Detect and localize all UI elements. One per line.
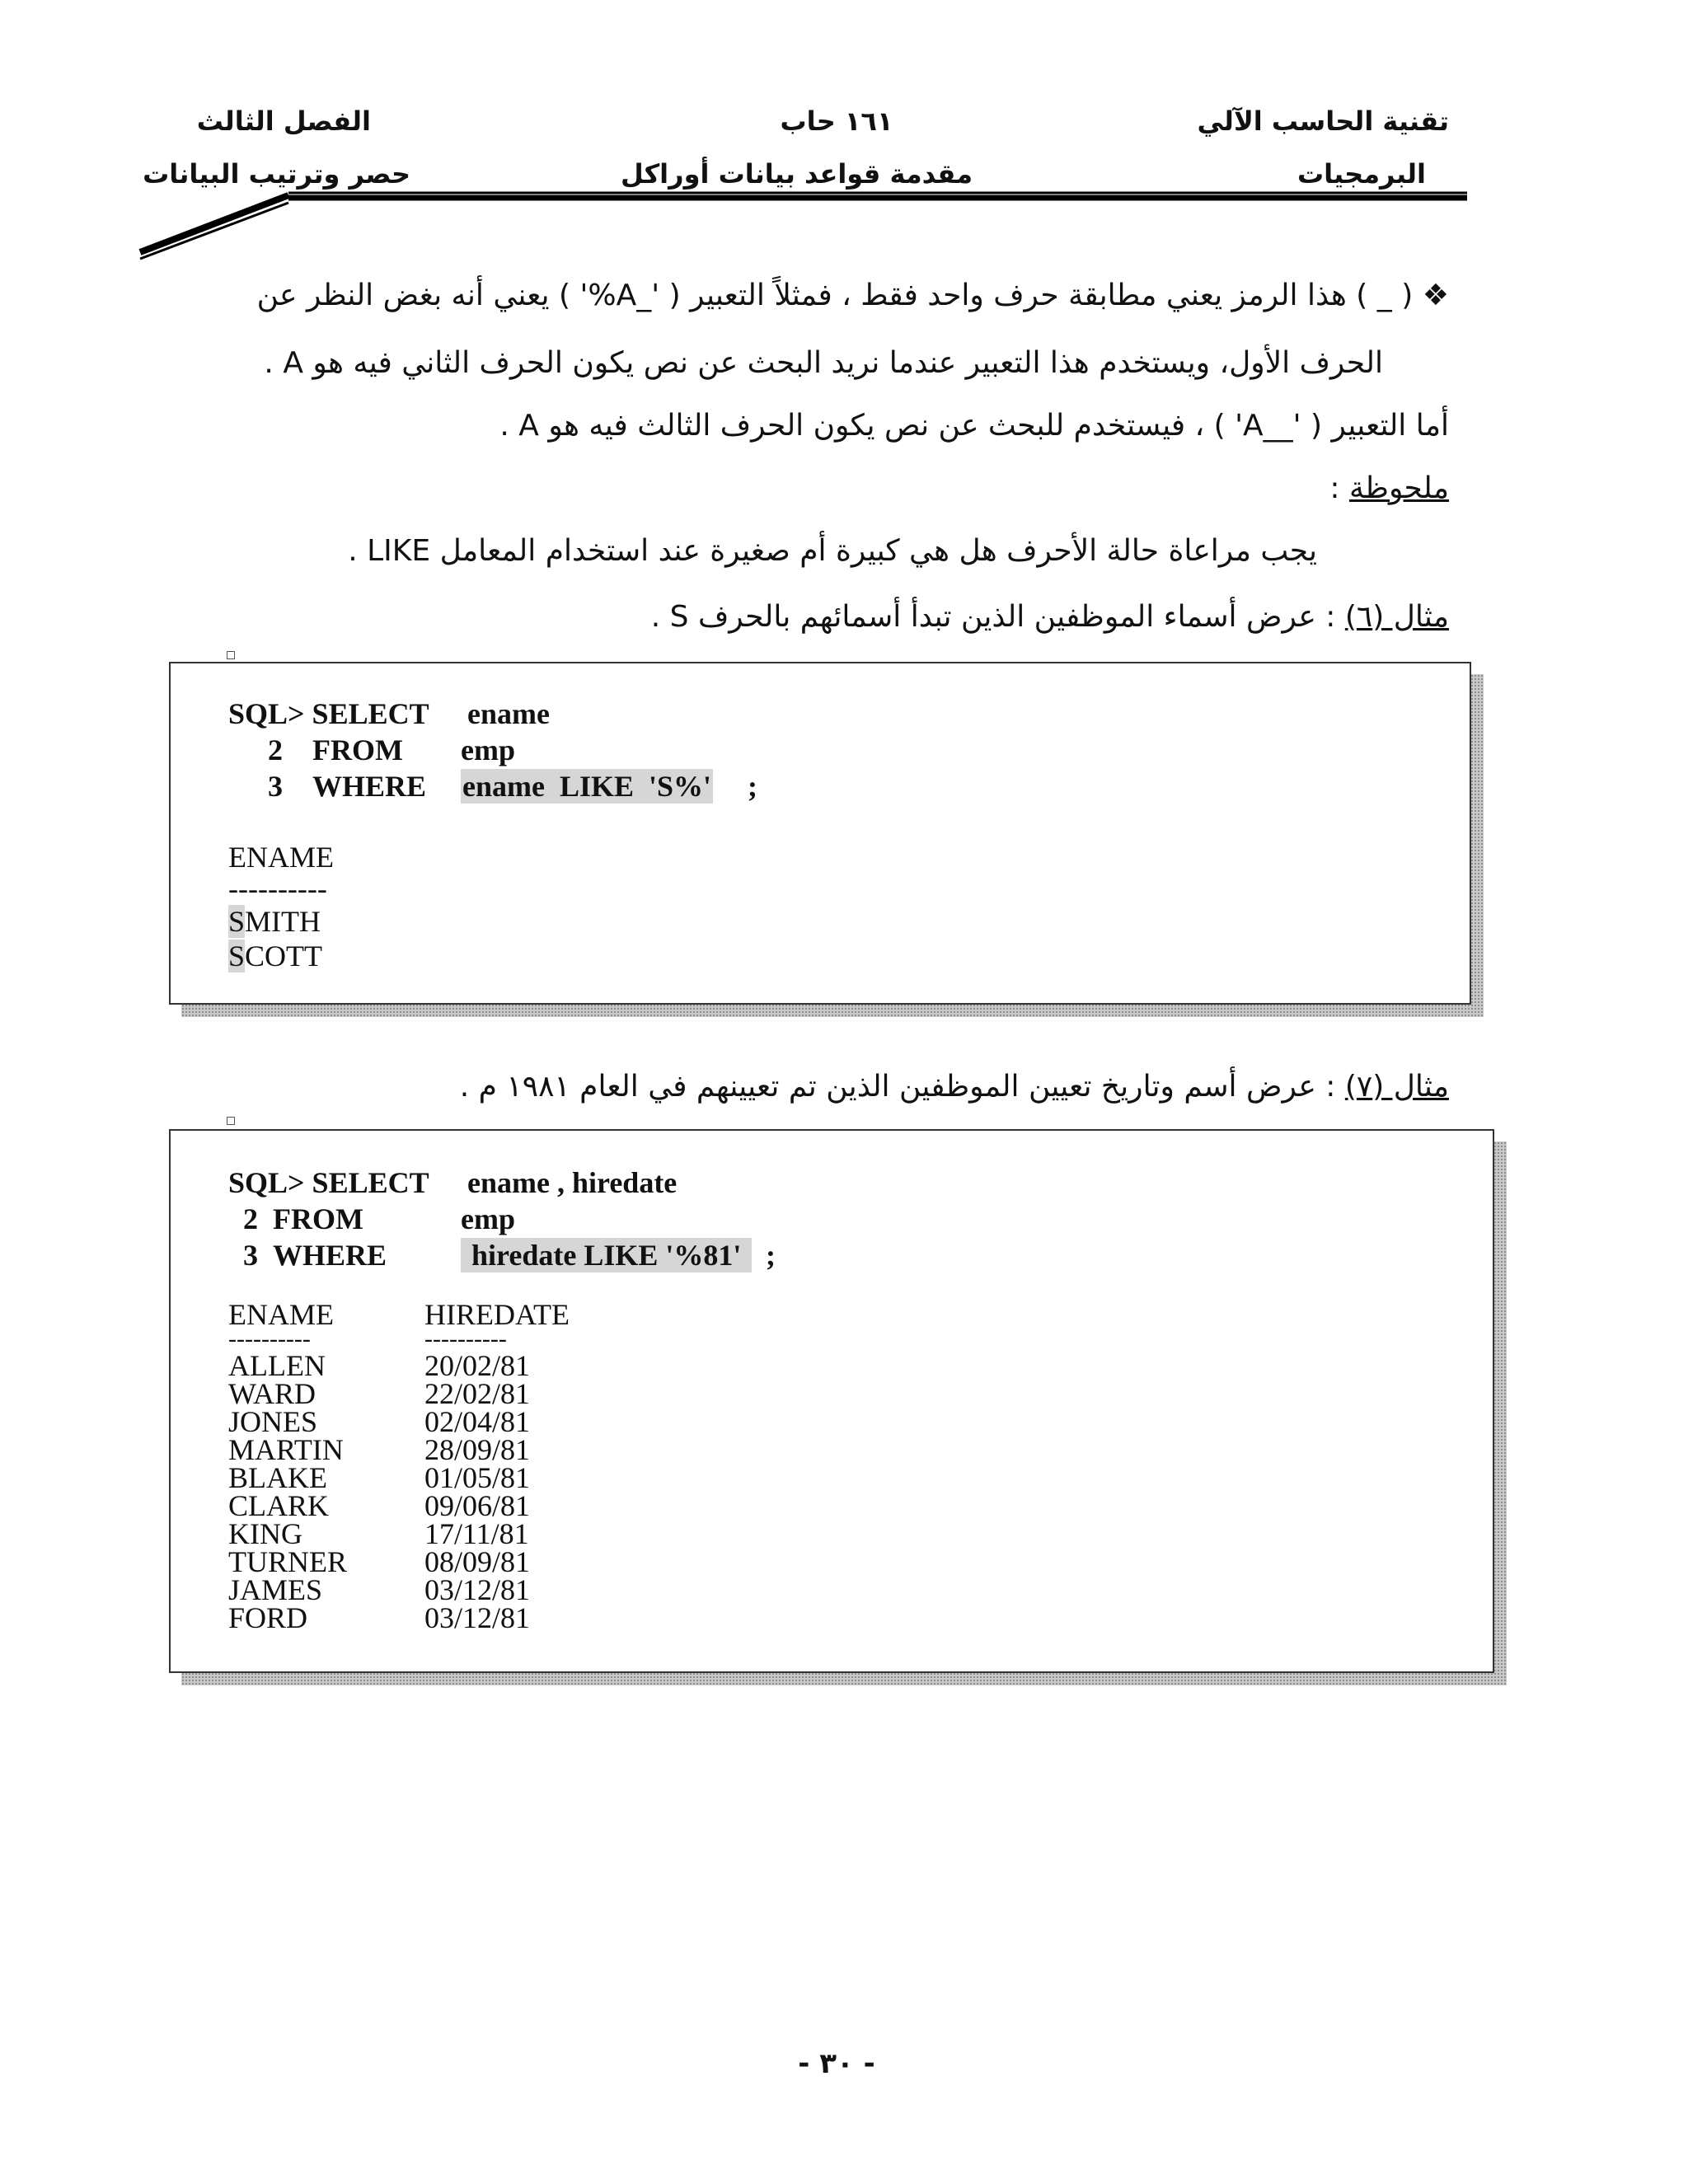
ex7-line3-end: ; xyxy=(766,1239,776,1272)
ex6-row1-rest: MITH xyxy=(245,905,321,938)
ex7-line2-val: emp xyxy=(461,1202,515,1235)
example7-description: : عرض أسم وتاريخ تعيين الموظفين الذين تم تعيينهم في العام ١٩٨١ م . xyxy=(459,1070,1345,1104)
ex7-sql-prompt: SQL> SELECT xyxy=(228,1166,429,1199)
ex6-select-col: ename xyxy=(467,697,550,730)
table-row xyxy=(228,1461,531,1494)
row-ename: TURNER xyxy=(228,1545,347,1578)
paragraph-line-3: أما التعبير ( '__A' ) ، فيستخدم للبحث عن نص يكون الحرف الثالث فيه هو A . xyxy=(499,409,1449,443)
header-right-top: تقنية الحاسب الآلي xyxy=(1197,105,1449,137)
row-hiredate: 17/11/81 xyxy=(424,1517,529,1550)
example7-heading xyxy=(460,1070,1449,1104)
row-hiredate: 09/06/81 xyxy=(424,1489,531,1522)
table-row xyxy=(228,939,322,973)
row-hiredate: 08/09/81 xyxy=(424,1545,531,1578)
bullet-square-2 xyxy=(227,1117,235,1125)
ex6-row2-rest: COTT xyxy=(245,940,323,972)
header-center-top: ١٦١ حاب xyxy=(780,105,893,137)
row-hiredate: 03/12/81 xyxy=(424,1573,531,1606)
ex6-line3-num: 3 xyxy=(268,770,283,803)
header-center-bottom: مقدمة قواعد بيانات أوراكل xyxy=(621,158,973,190)
table-row xyxy=(228,1545,531,1578)
example7-label: مثال (٧) xyxy=(1344,1070,1449,1104)
ex6-row2-first: S xyxy=(228,940,246,972)
row-hiredate: 03/12/81 xyxy=(424,1601,531,1634)
note-colon: : xyxy=(1329,471,1349,505)
row-ename: FORD xyxy=(228,1601,308,1634)
row-ename: JONES xyxy=(228,1405,318,1438)
ex7-col1-header: ENAME xyxy=(228,1298,334,1331)
row-hiredate: 22/02/81 xyxy=(424,1377,531,1410)
ex6-line3-kw: WHERE xyxy=(312,770,427,803)
table-row xyxy=(228,1489,531,1522)
ex6-row1-first: S xyxy=(228,905,246,938)
ex6-line2-num: 2 xyxy=(268,733,283,766)
ex7-line2-num: 2 xyxy=(243,1202,258,1235)
row-hiredate: 01/05/81 xyxy=(424,1461,531,1494)
table-row xyxy=(228,1601,531,1634)
ex6-col-header: ENAME xyxy=(228,841,334,874)
table-row xyxy=(228,1349,531,1382)
header-left-top: الفصل الثالث xyxy=(196,105,371,137)
table-row xyxy=(228,1377,531,1410)
ex7-select-cols: ename , hiredate xyxy=(467,1166,678,1199)
ex6-line3-end: ; xyxy=(748,770,757,803)
row-ename: BLAKE xyxy=(228,1461,327,1494)
table-row xyxy=(228,1573,531,1606)
table-row xyxy=(228,1433,531,1466)
row-hiredate: 20/02/81 xyxy=(424,1349,531,1382)
paragraph-line-1: ❖ ( _ ) هذا الرمز يعني مطابقة حرف واحد فقط ، فمثلاً التعبير ( '_A%' ) يعني أنه بغض النظر عن xyxy=(256,279,1449,312)
ex7-dashes1: ---------- xyxy=(228,1325,311,1352)
ex7-col2-header: HIREDATE xyxy=(424,1298,570,1331)
note-label: ملحوظة xyxy=(1349,471,1449,505)
table-row xyxy=(228,904,321,939)
ex6-line2-kw: FROM xyxy=(312,733,403,766)
row-ename: ALLEN xyxy=(228,1349,326,1382)
header-left-bottom: حصر وترتيب البيانات xyxy=(143,158,410,190)
row-ename: JAMES xyxy=(228,1573,323,1606)
row-ename: MARTIN xyxy=(228,1433,344,1466)
row-hiredate: 28/09/81 xyxy=(424,1433,531,1466)
header-right-bottom: البرمجيات xyxy=(1296,158,1426,190)
example6-code-box xyxy=(169,662,1471,1005)
ex7-line2-kw: FROM xyxy=(273,1202,363,1235)
example7-code-box xyxy=(169,1129,1494,1673)
ex7-dashes2: ---------- xyxy=(424,1325,507,1352)
example6-heading xyxy=(651,600,1449,634)
row-ename: WARD xyxy=(228,1377,316,1410)
row-ename: KING xyxy=(228,1517,302,1550)
note-text: يجب مراعاة حالة الأحرف هل هي كبيرة أم صغيرة عند استخدام المعامل LIKE . xyxy=(348,534,1317,568)
ex7-line3-num: 3 xyxy=(243,1239,258,1272)
ex6-line2-val: emp xyxy=(461,733,515,766)
ex6-dashes: ---------- xyxy=(228,872,327,905)
ex6-where-condition: ename LIKE 'S%' xyxy=(462,770,712,803)
example6-description: : عرض أسماء الموظفين الذين تبدأ أسمائهم بالحرف S . xyxy=(650,600,1345,634)
ex7-line3-kw: WHERE xyxy=(273,1239,387,1272)
ex7-where-condition: hiredate LIKE '%81' xyxy=(461,1238,752,1272)
row-hiredate: 02/04/81 xyxy=(424,1405,531,1438)
table-row xyxy=(228,1405,531,1438)
note-heading xyxy=(1329,471,1449,505)
page-number: - ٣٠ - xyxy=(798,2047,875,2080)
bullet-square-1 xyxy=(227,651,235,659)
example6-label: مثال (٦) xyxy=(1344,600,1449,634)
header-divider xyxy=(132,188,1484,262)
table-row xyxy=(228,1517,529,1550)
row-ename: CLARK xyxy=(228,1489,330,1522)
paragraph-line-2: الحرف الأول، ويستخدم هذا التعبير عندما نريد البحث عن نص يكون الحرف الثاني فيه هو A . xyxy=(264,346,1383,380)
ex6-sql-prompt: SQL> SELECT xyxy=(228,697,429,730)
